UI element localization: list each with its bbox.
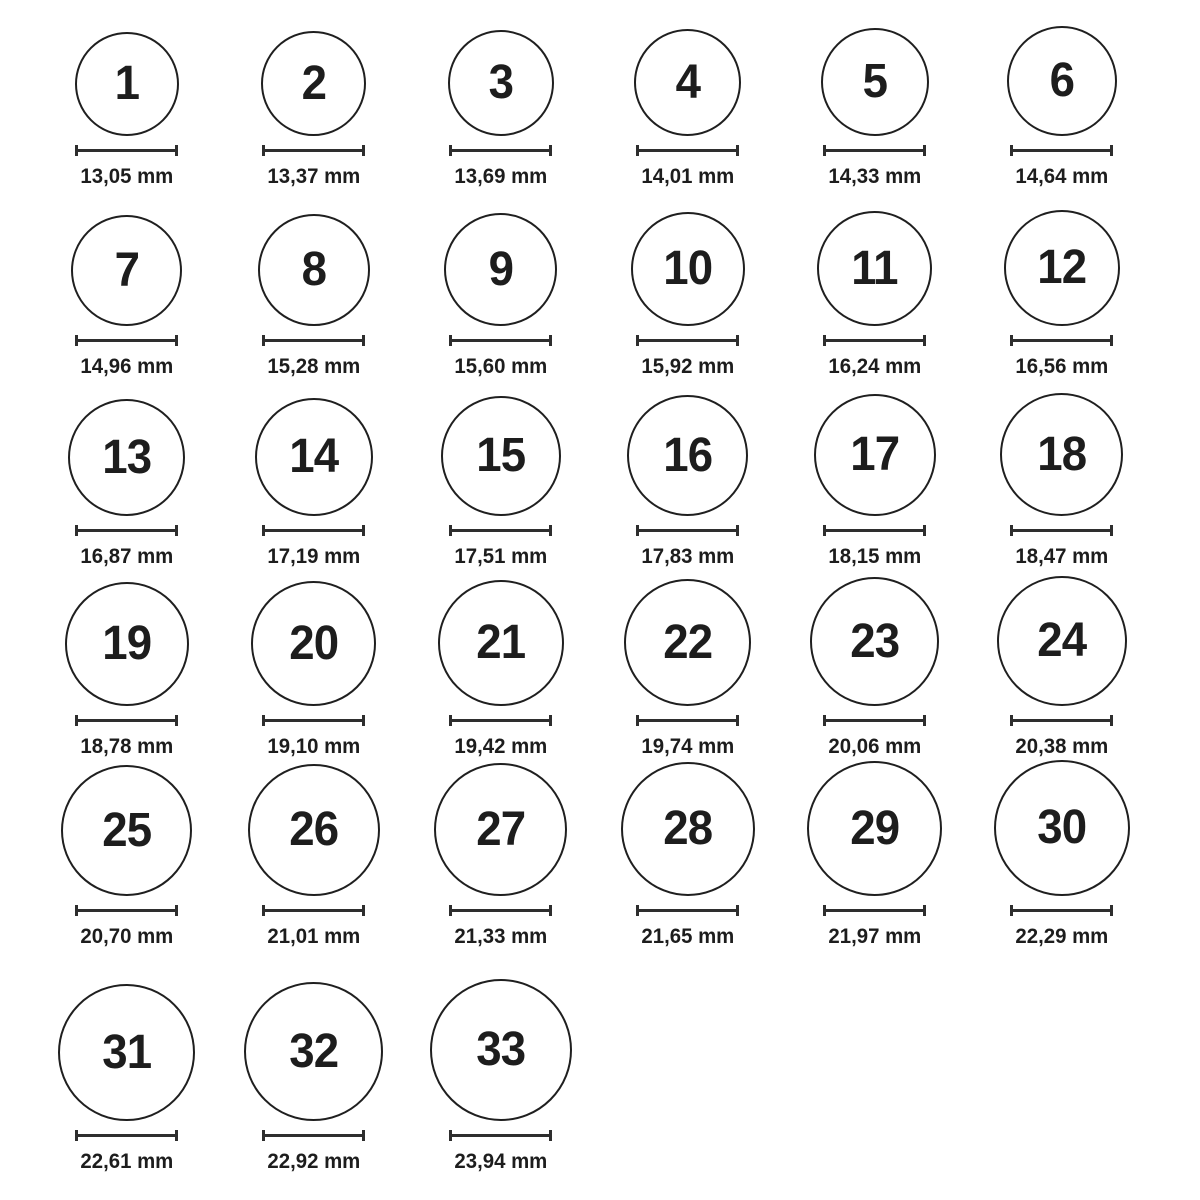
measure-tick-right-icon: [175, 1130, 178, 1141]
ring-size-number: 2: [301, 56, 326, 110]
ring-circle: [244, 982, 383, 1121]
measure-tick-right-icon: [175, 335, 178, 346]
measure-tick-right-icon: [736, 335, 739, 346]
measure-tick-right-icon: [923, 905, 926, 916]
ring-circle: [621, 762, 755, 896]
measure-tick-right-icon: [1110, 715, 1113, 726]
diameter-label: 15,28 mm: [267, 355, 360, 378]
diameter-measure-line: [75, 525, 178, 536]
ring-size-number: 26: [289, 803, 338, 856]
ring-size-number: 11: [851, 241, 898, 295]
ring-circle: [430, 979, 572, 1121]
measure-tick-right-icon: [1110, 335, 1113, 346]
measure-tick-right-icon: [736, 715, 739, 726]
ring-circle: [814, 394, 936, 516]
measure-bar: [823, 909, 926, 912]
ring-size-number: 12: [1037, 241, 1086, 294]
ring-circle: [997, 576, 1127, 706]
ring-size-cell: [407, 760, 594, 950]
measure-bar: [823, 719, 926, 722]
ring-size-cell: [33, 380, 220, 570]
diameter-measure-line: [823, 905, 926, 916]
measure-bar: [823, 149, 926, 152]
ring-circle: [248, 764, 380, 896]
measure-bar: [1010, 339, 1113, 342]
ring-circle: [61, 765, 192, 896]
ring-size-number: 27: [476, 802, 525, 856]
ring-size-number: 3: [488, 56, 513, 109]
ring-circle: [258, 214, 370, 326]
diameter-measure-line: [75, 335, 178, 346]
diameter-label: 20,38 mm: [1015, 735, 1108, 758]
measure-bar: [262, 909, 365, 912]
ring-size-cell: [594, 570, 781, 760]
ring-size-cell: [781, 0, 968, 190]
diameter-measure-line: [636, 525, 739, 536]
ring-circle: [441, 396, 561, 516]
measure-bar: [823, 339, 926, 342]
diameter-label: 21,65 mm: [641, 925, 734, 948]
measure-tick-right-icon: [362, 525, 365, 536]
ring-size-number: 14: [289, 430, 338, 483]
diameter-label: 13,05 mm: [80, 165, 173, 188]
ring-circle: [634, 29, 741, 136]
ring-size-cell: [781, 760, 968, 950]
ring-circle: [821, 28, 929, 136]
ring-circle: [71, 215, 182, 326]
measure-bar: [823, 529, 926, 532]
diameter-measure-line: [75, 1130, 178, 1141]
diameter-measure-line: [262, 715, 365, 726]
ring-size-cell: [781, 190, 968, 380]
ring-size-number: 18: [1037, 427, 1086, 481]
diameter-measure-line: [636, 715, 739, 726]
diameter-measure-line: [636, 335, 739, 346]
ring-size-cell: [407, 950, 594, 1185]
ring-size-number: 30: [1037, 801, 1086, 854]
measure-tick-right-icon: [175, 145, 178, 156]
measure-bar: [75, 1134, 178, 1137]
ring-size-number: 15: [476, 429, 525, 482]
diameter-measure-line: [823, 715, 926, 726]
measure-bar: [75, 339, 178, 342]
measure-tick-right-icon: [549, 145, 552, 156]
ring-circle: [631, 212, 745, 326]
measure-bar: [262, 339, 365, 342]
measure-bar: [449, 909, 552, 912]
ring-size-cell: [968, 760, 1155, 950]
ring-size-number: 17: [850, 428, 899, 481]
ring-circle: [444, 213, 557, 326]
ring-size-number: 10: [663, 242, 712, 295]
diameter-label: 19,42 mm: [454, 735, 547, 758]
diameter-label: 16,24 mm: [828, 355, 921, 378]
diameter-label: 16,87 mm: [80, 545, 173, 568]
diameter-label: 14,01 mm: [641, 165, 734, 188]
measure-bar: [75, 149, 178, 152]
diameter-label: 20,06 mm: [828, 735, 921, 758]
diameter-measure-line: [262, 525, 365, 536]
ring-circle: [448, 30, 554, 136]
measure-bar: [636, 529, 739, 532]
measure-tick-right-icon: [1110, 145, 1113, 156]
diameter-label: 21,33 mm: [454, 925, 547, 948]
ring-size-number: 7: [114, 243, 139, 297]
ring-circle: [58, 984, 195, 1121]
measure-tick-right-icon: [175, 905, 178, 916]
ring-size-cell: [220, 0, 407, 190]
diameter-label: 13,69 mm: [454, 165, 547, 188]
ring-size-number: 22: [663, 615, 712, 669]
measure-tick-right-icon: [1110, 525, 1113, 536]
diameter-label: 21,01 mm: [267, 925, 360, 948]
diameter-measure-line: [449, 335, 552, 346]
ring-circle: [434, 763, 567, 896]
ring-size-cell: [594, 0, 781, 190]
ring-size-number: 5: [862, 55, 887, 108]
ring-size-cell: [781, 570, 968, 760]
measure-bar: [1010, 909, 1113, 912]
ring-size-cell: [968, 380, 1155, 570]
diameter-label: 14,33 mm: [828, 165, 921, 188]
diameter-measure-line: [1010, 715, 1113, 726]
measure-bar: [75, 719, 178, 722]
ring-circle: [1004, 210, 1120, 326]
diameter-measure-line: [449, 715, 552, 726]
measure-bar: [262, 529, 365, 532]
diameter-measure-line: [449, 145, 552, 156]
measure-tick-right-icon: [736, 145, 739, 156]
measure-bar: [449, 149, 552, 152]
ring-size-number: 23: [850, 614, 899, 668]
ring-size-number: 13: [102, 430, 151, 484]
measure-tick-right-icon: [175, 525, 178, 536]
diameter-label: 19,74 mm: [641, 735, 734, 758]
diameter-label: 17,51 mm: [454, 545, 547, 568]
ring-circle: [261, 31, 366, 136]
diameter-measure-line: [1010, 145, 1113, 156]
diameter-measure-line: [449, 525, 552, 536]
measure-tick-right-icon: [362, 335, 365, 346]
ring-size-cell: [220, 380, 407, 570]
measure-bar: [262, 149, 365, 152]
measure-bar: [636, 909, 739, 912]
ring-circle: [810, 577, 939, 706]
diameter-measure-line: [262, 145, 365, 156]
diameter-label: 22,92 mm: [267, 1150, 360, 1173]
ring-size-number: 8: [301, 243, 326, 296]
diameter-label: 23,94 mm: [454, 1150, 547, 1173]
ring-circle: [438, 580, 564, 706]
ring-size-cell: [220, 190, 407, 380]
diameter-label: 16,56 mm: [1015, 355, 1108, 378]
measure-bar: [449, 1134, 552, 1137]
ring-circle: [75, 32, 179, 136]
ring-size-number: 19: [102, 617, 151, 670]
diameter-measure-line: [823, 335, 926, 346]
ring-size-number: 16: [663, 428, 712, 482]
diameter-measure-line: [636, 905, 739, 916]
measure-bar: [636, 719, 739, 722]
ring-size-number: 28: [663, 802, 712, 855]
measure-tick-right-icon: [1110, 905, 1113, 916]
diameter-label: 20,70 mm: [80, 925, 173, 948]
diameter-label: 22,29 mm: [1015, 925, 1108, 948]
measure-tick-right-icon: [549, 335, 552, 346]
diameter-label: 15,60 mm: [454, 355, 547, 378]
ring-size-cell: [220, 760, 407, 950]
diameter-label: 22,61 mm: [80, 1150, 173, 1173]
ring-size-number: 33: [476, 1023, 525, 1076]
ring-size-number: 9: [488, 242, 513, 296]
ring-size-cell: [33, 570, 220, 760]
measure-bar: [1010, 149, 1113, 152]
diameter-measure-line: [449, 905, 552, 916]
ring-size-number: 21: [476, 616, 525, 669]
measure-bar: [449, 529, 552, 532]
ring-circle: [1007, 26, 1117, 136]
measure-tick-right-icon: [923, 715, 926, 726]
diameter-measure-line: [823, 525, 926, 536]
diameter-label: 15,92 mm: [641, 355, 734, 378]
ring-size-cell: [220, 570, 407, 760]
measure-bar: [262, 1134, 365, 1137]
ring-circle: [817, 211, 932, 326]
diameter-measure-line: [1010, 525, 1113, 536]
measure-bar: [262, 719, 365, 722]
ring-size-cell: [407, 0, 594, 190]
measure-tick-right-icon: [923, 335, 926, 346]
ring-size-cell: [220, 950, 407, 1185]
diameter-measure-line: [262, 335, 365, 346]
ring-size-number: 4: [675, 55, 700, 109]
measure-tick-right-icon: [362, 905, 365, 916]
ring-size-cell: [407, 380, 594, 570]
ring-size-cell: [968, 0, 1155, 190]
diameter-measure-line: [449, 1130, 552, 1141]
ring-circle: [65, 582, 189, 706]
measure-bar: [636, 149, 739, 152]
ring-size-cell: [33, 0, 220, 190]
measure-bar: [636, 339, 739, 342]
ring-size-cell: [33, 950, 220, 1185]
measure-bar: [449, 339, 552, 342]
diameter-label: 18,47 mm: [1015, 545, 1108, 568]
measure-tick-right-icon: [549, 1130, 552, 1141]
ring-circle: [1000, 393, 1123, 516]
ring-size-cell: [594, 380, 781, 570]
diameter-label: 21,97 mm: [828, 925, 921, 948]
ring-size-number: 20: [289, 616, 338, 670]
ring-circle: [68, 399, 185, 516]
diameter-measure-line: [1010, 335, 1113, 346]
ring-circle: [255, 398, 373, 516]
measure-tick-right-icon: [736, 525, 739, 536]
measure-tick-right-icon: [923, 525, 926, 536]
ring-size-number: 31: [102, 1025, 151, 1079]
diameter-label: 14,96 mm: [80, 355, 173, 378]
ring-size-cell: [594, 190, 781, 380]
ring-size-cell: [33, 190, 220, 380]
ring-size-cell: [33, 760, 220, 950]
diameter-measure-line: [262, 1130, 365, 1141]
measure-bar: [449, 719, 552, 722]
ring-size-number: 1: [114, 57, 139, 110]
ring-size-cell: [594, 760, 781, 950]
diameter-label: 18,78 mm: [80, 735, 173, 758]
diameter-label: 13,37 mm: [267, 165, 360, 188]
ring-size-cell: [968, 190, 1155, 380]
diameter-label: 19,10 mm: [267, 735, 360, 758]
measure-tick-right-icon: [362, 145, 365, 156]
ring-size-cell: [968, 570, 1155, 760]
diameter-measure-line: [1010, 905, 1113, 916]
ring-circle: [994, 760, 1130, 896]
measure-bar: [75, 909, 178, 912]
ring-size-number: 32: [289, 1024, 338, 1078]
ring-circle: [807, 761, 942, 896]
diameter-measure-line: [636, 145, 739, 156]
ring-circle: [251, 581, 376, 706]
measure-tick-right-icon: [736, 905, 739, 916]
diameter-label: 17,83 mm: [641, 545, 734, 568]
measure-bar: [1010, 529, 1113, 532]
diameter-measure-line: [75, 905, 178, 916]
ring-size-number: 25: [102, 803, 151, 857]
ring-size-number: 29: [850, 801, 899, 855]
diameter-measure-line: [823, 145, 926, 156]
measure-tick-right-icon: [549, 905, 552, 916]
measure-tick-right-icon: [175, 715, 178, 726]
measure-tick-right-icon: [549, 715, 552, 726]
diameter-measure-line: [262, 905, 365, 916]
ring-size-number: 24: [1037, 614, 1086, 667]
diameter-measure-line: [75, 145, 178, 156]
measure-bar: [1010, 719, 1113, 722]
ring-circle: [624, 579, 751, 706]
ring-size-number: 6: [1049, 54, 1074, 107]
diameter-label: 17,19 mm: [267, 545, 360, 568]
measure-tick-right-icon: [362, 1130, 365, 1141]
measure-tick-right-icon: [923, 145, 926, 156]
diameter-label: 18,15 mm: [828, 545, 921, 568]
ring-size-cell: [781, 380, 968, 570]
ring-size-cell: [407, 190, 594, 380]
ring-size-cell: [407, 570, 594, 760]
measure-bar: [75, 529, 178, 532]
diameter-label: 14,64 mm: [1015, 165, 1108, 188]
diameter-measure-line: [75, 715, 178, 726]
measure-tick-right-icon: [362, 715, 365, 726]
ring-circle: [627, 395, 748, 516]
measure-tick-right-icon: [549, 525, 552, 536]
